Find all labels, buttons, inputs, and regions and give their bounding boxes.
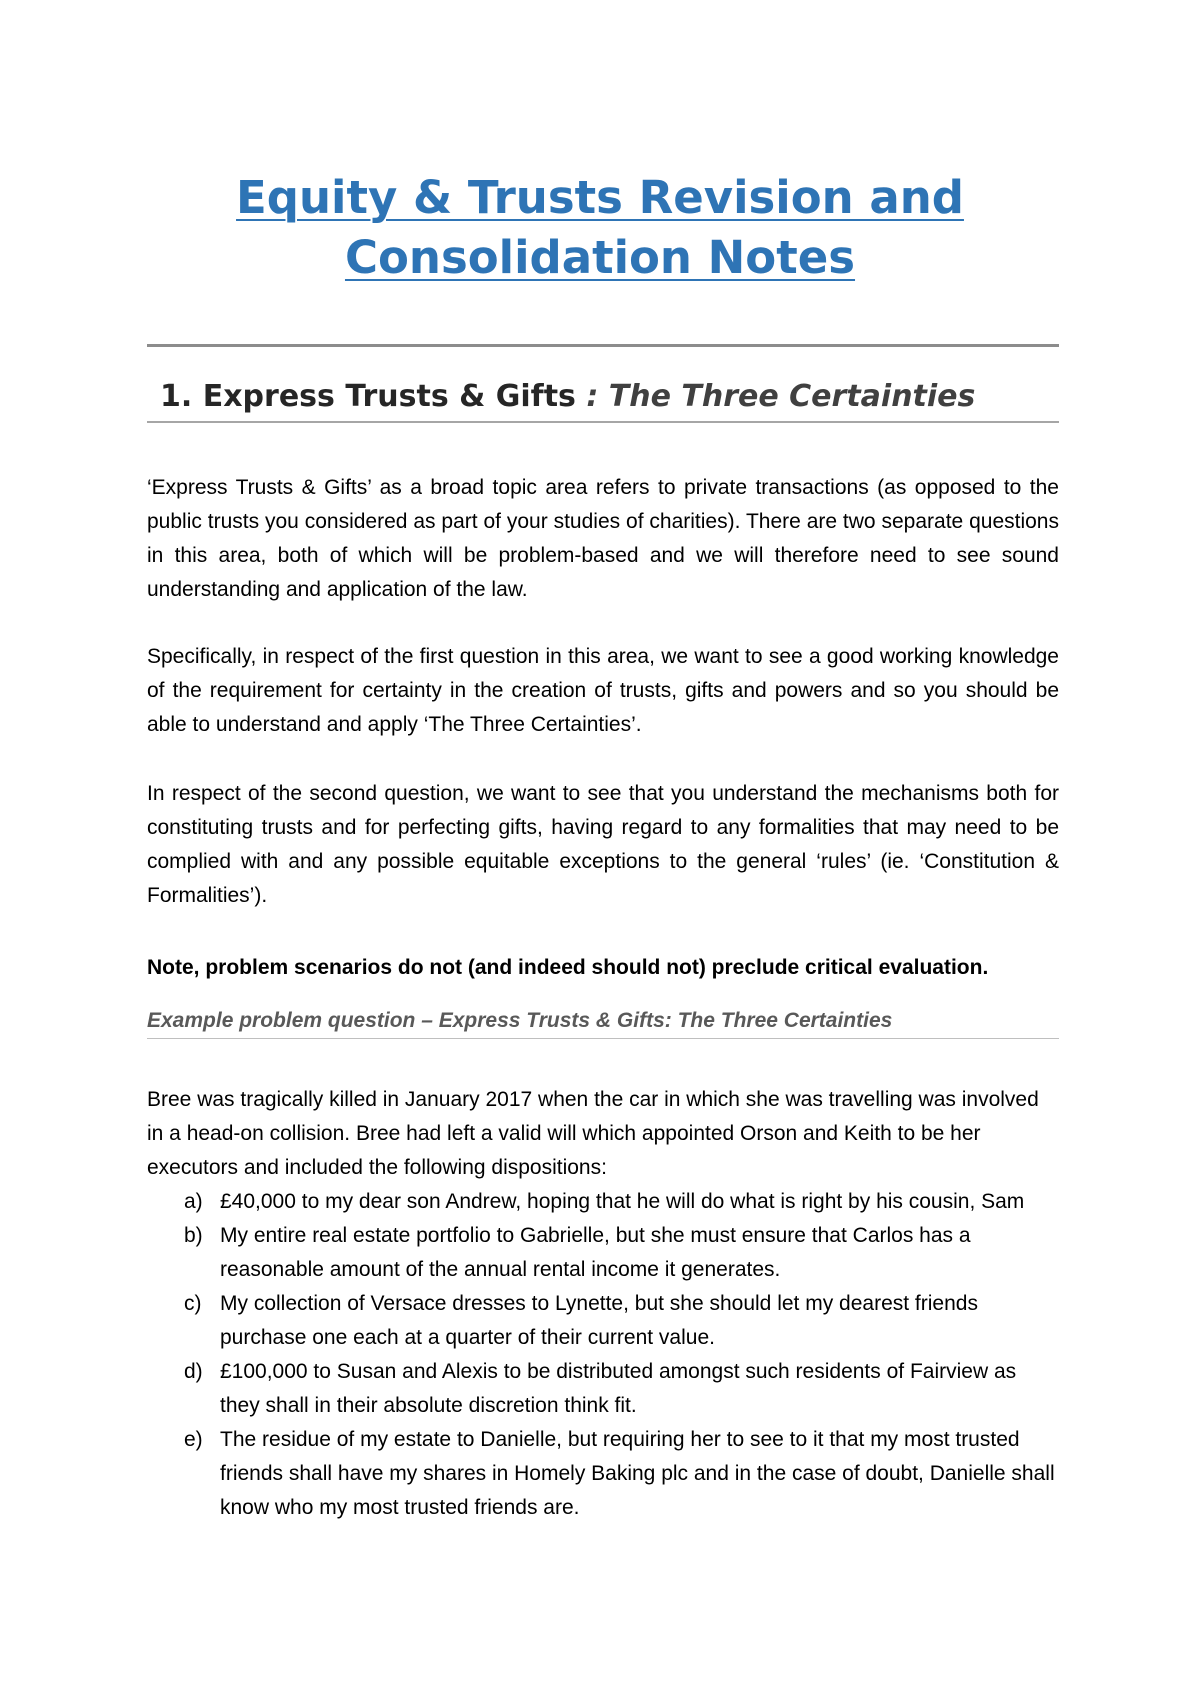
disposition-text: The residue of my estate to Danielle, but requiring her to see to it that my most trusted friends shall have my shares in Homely Baking plc and in the case of doubt, Danielle shall know who my most trusted friends are. bbox=[220, 1428, 1055, 1519]
example-heading-underline bbox=[147, 1038, 1059, 1039]
scenario-paragraph: Bree was tragically killed in January 2017 when the car in which she was travelling was involved in a head-on collision. Bree had left a valid will which appointed Orson and Keith to be her executors and included the following dispositions: bbox=[147, 1088, 1039, 1179]
disposition-text: £40,000 to my dear son Andrew, hoping that he will do what is right by his cousin, Sam bbox=[220, 1190, 1025, 1213]
section-heading-subtitle: : The Three Certainties bbox=[586, 379, 976, 414]
first-question-paragraph: Specifically, in respect of the first question in this area, we want to see a good working knowledge of the requirement for certainty in the creation of trusts, gifts and powers and so you should be able to understand and apply ‘The Three Certainties’. bbox=[147, 645, 1059, 736]
document-title-line-2: Consolidation Notes bbox=[344, 231, 856, 284]
list-item bbox=[147, 1185, 1059, 1219]
list-item bbox=[147, 1423, 1059, 1525]
section-heading-main: 1. Express Trusts & Gifts bbox=[160, 379, 587, 414]
list-item bbox=[147, 1219, 1059, 1287]
disposition-text: £100,000 to Susan and Alexis to be distributed amongst such residents of Fairview as they shall in their absolute discretion think fit. bbox=[220, 1360, 1017, 1417]
list-marker: d) bbox=[184, 1360, 203, 1383]
example-question-heading: Example problem question – Express Trusts & Gifts: The Three Certainties bbox=[147, 1009, 893, 1032]
document-title bbox=[147, 168, 1053, 288]
section-heading-underline bbox=[147, 421, 1059, 423]
disposition-text: My entire real estate portfolio to Gabrielle, but she must ensure that Carlos has a reasonable amount of the annual rental income it generates. bbox=[220, 1224, 971, 1281]
list-marker: b) bbox=[184, 1224, 203, 1247]
list-item bbox=[147, 1287, 1059, 1355]
second-question-paragraph: In respect of the second question, we want to see that you understand the mechanisms both for constituting trusts and for perfecting gifts, having regard to any formalities that may need to be complied with and any possible equitable exceptions to the general ‘rules’ (ie. ‘Constitution & Formalities’). bbox=[147, 782, 1059, 907]
intro-paragraph: ‘Express Trusts & Gifts’ as a broad topic area refers to private transactions (as opposed to the public trusts you considered as part of your studies of charities). There are two separate questions in this area, both of which will be problem-based and we will therefore need to see sound understanding and application of the law. bbox=[147, 476, 1059, 601]
document-title-line-1: Equity & Trusts Revision and bbox=[236, 171, 964, 224]
dispositions-list bbox=[147, 1185, 1059, 1525]
list-marker: c) bbox=[184, 1292, 202, 1315]
section-heading bbox=[160, 377, 975, 417]
list-item bbox=[147, 1355, 1059, 1423]
list-marker: a) bbox=[184, 1190, 203, 1213]
list-marker: e) bbox=[184, 1428, 203, 1451]
disposition-text: My collection of Versace dresses to Lynette, but she should let my dearest friends purchase one each at a quarter of their current value. bbox=[220, 1292, 978, 1349]
critical-evaluation-note: Note, problem scenarios do not (and indeed should not) preclude critical evaluation. bbox=[147, 956, 989, 979]
title-divider bbox=[147, 344, 1059, 347]
